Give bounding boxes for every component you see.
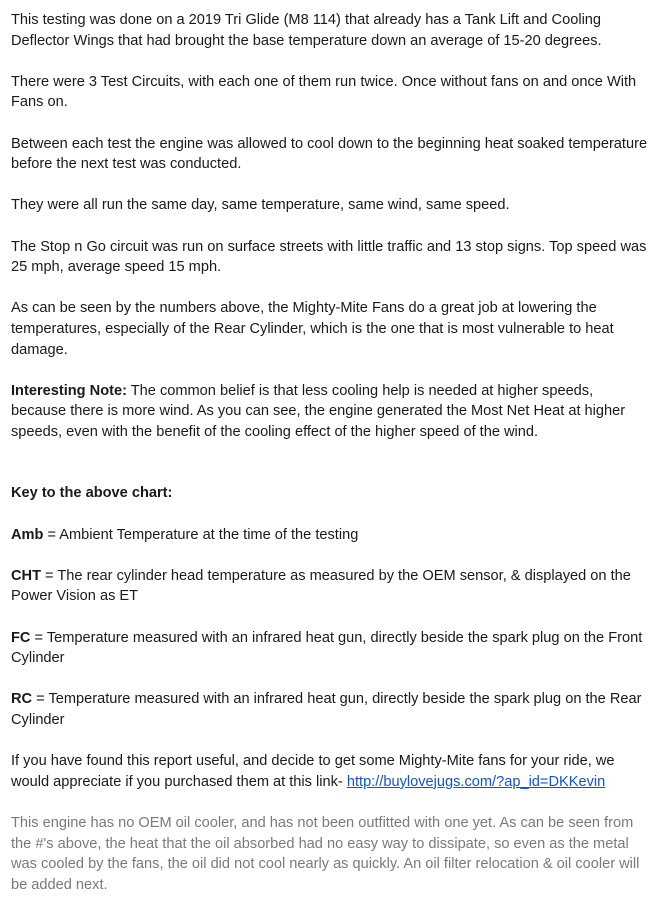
paragraph-results: As can be seen by the numbers above, the Mighty-Mite Fans do a great job at lowering the temperatures, especially of the Rear Cylinder, which is the one that is most vulnerable to heat damage. bbox=[11, 300, 614, 358]
key-item-fc bbox=[11, 628, 651, 669]
key-term: RC bbox=[11, 691, 33, 708]
key-item-cht bbox=[11, 566, 651, 607]
purchase-link[interactable]: http://buylovejugs.com/?ap_id=DKKevin bbox=[346, 773, 606, 790]
paragraph-conditions: They were all run the same day, same temperature, same wind, same speed. bbox=[11, 197, 510, 214]
key-definition: = The rear cylinder head temperature as measured by the OEM sensor, & displayed on the Power Vision as ET bbox=[11, 567, 631, 605]
paragraph-purchase bbox=[11, 751, 651, 792]
interesting-note-text: The common belief is that less cooling help is needed at higher speeds, because there is more wind. As you can see, the engine generated the Most Net Heat at higher speeds, even with the benefit of the cooling effect of the higher speed of the wind. bbox=[11, 382, 626, 440]
key-definition: = Temperature measured with an infrared heat gun, directly beside the spark plug on the Rear Cylinder bbox=[11, 691, 642, 728]
paragraph-test-circuits: There were 3 Test Circuits, with each one of them run twice. Once without fans on and once With Fans on. bbox=[11, 73, 637, 111]
key-item-rc bbox=[11, 689, 651, 730]
interesting-note-label: Interesting Note: bbox=[11, 382, 127, 399]
paragraph-oil-cooler-note: This engine has no OEM oil cooler, and has not been outfitted with one yet. As can be seen from the #'s above, the heat that the oil absorbed had no easy way to dissipate, so even as the metal was cooled by the fans, the oil did not cool nearly as quickly. An oil filter relocation & oil cooler will be added next. bbox=[11, 814, 640, 893]
key-term: CHT bbox=[11, 567, 41, 584]
key-definition: = Temperature measured with an infrared heat gun, directly beside the spark plug on the Front Cylinder bbox=[11, 629, 643, 667]
key-term: FC bbox=[11, 629, 31, 646]
purchase-text: If you have found this report useful, and decide to get some Mighty-Mite fans for your ride, we would appreciate if you purchased them at this link- bbox=[11, 753, 615, 790]
key-item-amb bbox=[11, 525, 651, 546]
paragraph-cooldown: Between each test the engine was allowed to cool down to the beginning heat soaked temperature before the next test was conducted. bbox=[11, 135, 648, 173]
paragraph-stop-n-go: The Stop n Go circuit was run on surface streets with little traffic and 13 stop signs. Top speed was 25 mph, average speed 15 mph. bbox=[11, 238, 647, 276]
paragraph-interesting-note bbox=[11, 381, 651, 443]
paragraph-test-vehicle: This testing was done on a 2019 Tri Glide (M8 114) that already has a Tank Lift and Cooling Deflector Wings that had brought the base temperature down an average of 15-20 degrees. bbox=[11, 12, 602, 49]
document-page bbox=[11, 10, 651, 895]
key-term: Amb bbox=[11, 526, 44, 543]
key-definition: = Ambient Temperature at the time of the testing bbox=[43, 526, 359, 543]
key-heading: Key to the above chart: bbox=[11, 485, 173, 502]
